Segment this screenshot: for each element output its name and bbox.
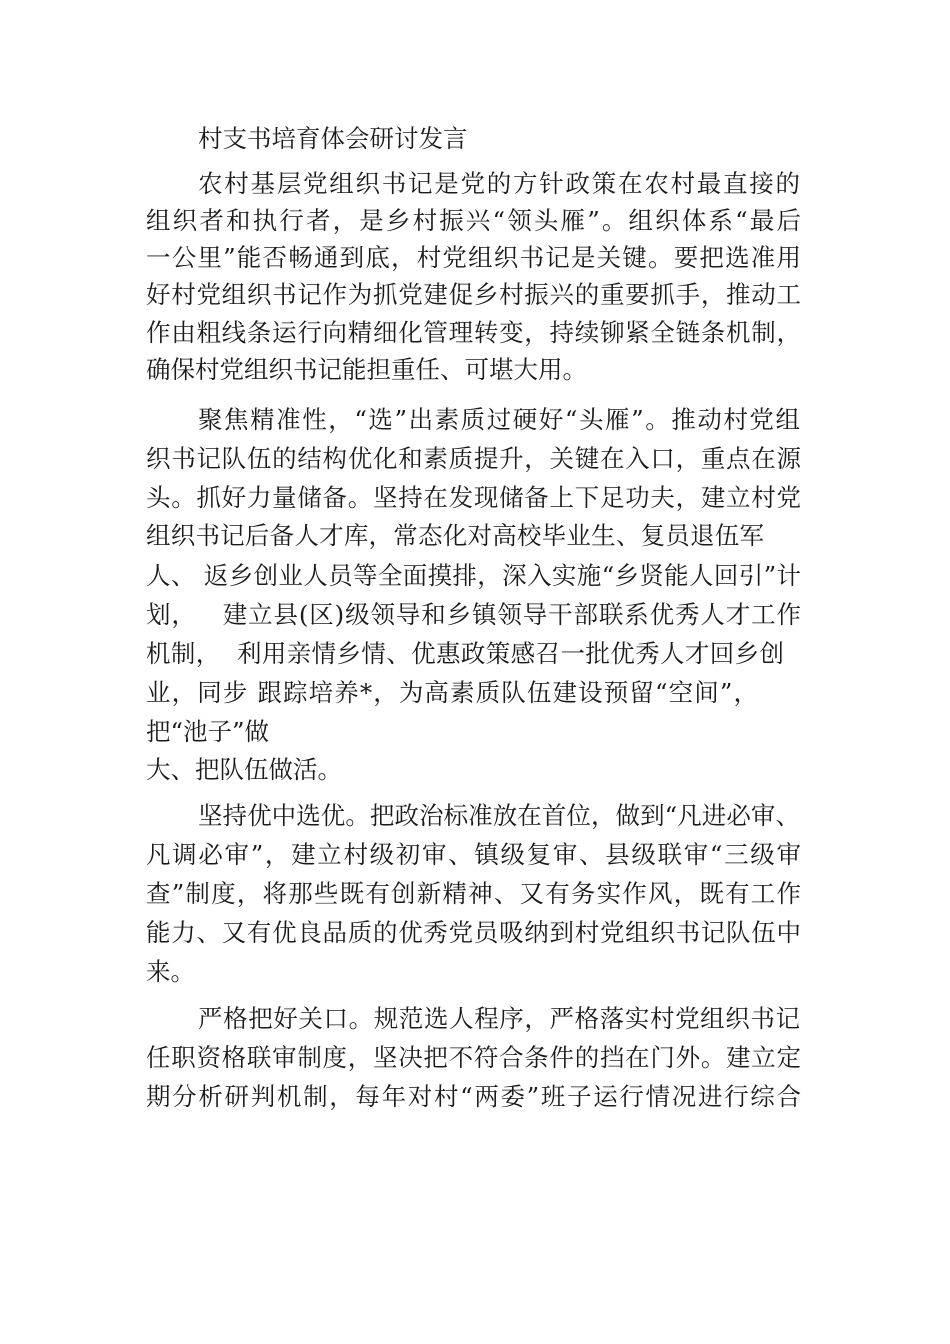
paragraph-line: 好村党组织书记作为抓党建促乡村振兴的重要抓手，推动工 (146, 280, 801, 309)
paragraph-line: 农村基层党组织书记是党的方针政策在农村最直接的 (198, 169, 800, 198)
paragraph-line: 来。 (146, 957, 195, 986)
paragraph-line: 任职资格联审制度，坚决把不符合条件的挡在门外。建立定 (146, 1043, 801, 1072)
document-title: 村支书培育体会研讨发言 (198, 124, 468, 153)
paragraph-line: 坚持优中选优。把政治标准放在首位，做到“凡进必审、 (198, 801, 800, 830)
paragraph-line: 作由粗线条运行向精细化管理转变，持续铆紧全链条机制， (146, 318, 801, 347)
paragraph-line: 聚焦精准性，“选”出素质过硬好“头雁”。推动村党组 (198, 405, 800, 434)
paragraph-line: 能力、又有优良品质的优秀党员吸纳到村党组织书记队伍中 (146, 918, 801, 947)
paragraph-line: 大、把队伍做活。 (146, 755, 342, 784)
paragraph-line: 查”制度，将那些既有创新精神、又有务实作风，既有工作 (146, 879, 801, 908)
paragraph-line: 严格把好关口。规范选人程序，严格落实村党组织书记 (198, 1004, 800, 1033)
paragraph-line: 划， 建立县(区)级领导和乡镇领导干部联系优秀人才工作 (146, 600, 801, 629)
paragraph-line: 凡调必审”，建立村级初审、镇级复审、县级联审“三级审 (146, 840, 801, 869)
paragraph-line: 确保村党组织书记能担重任、可堪大用。 (146, 355, 587, 384)
paragraph-line: 组织者和执行者，是乡村振兴“领头雁”。组织体系“最后 (146, 206, 801, 235)
paragraph-line: 机制， 利用亲情乡情、优惠政策感召一批优秀人才回乡创 (146, 639, 784, 668)
paragraph-line: 一公里”能否畅通到底，村党组织书记是关键。要把选准用 (146, 243, 801, 272)
paragraph-line: 织书记队伍的结构优化和素质提升，关键在入口，重点在源 (146, 444, 801, 473)
paragraph-line: 组织书记后备人才库，常态化对高校毕业生、复员退伍军 (146, 521, 764, 550)
paragraph-line: 头。抓好力量储备。坚持在发现储备上下足功夫，建立村党 (146, 483, 801, 512)
paragraph-line: 业，同步 跟踪培养*，为高素质队伍建设预留“空间”， (146, 678, 758, 707)
paragraph-line: 期分析研判机制，每年对村“两委”班子运行情况进行综合 (146, 1082, 801, 1111)
paragraph-line: 把“池子”做 (146, 717, 270, 746)
paragraph-line: 人、 返乡创业人员等全面摸排，深入实施“乡贤能人回引”计 (146, 561, 801, 590)
